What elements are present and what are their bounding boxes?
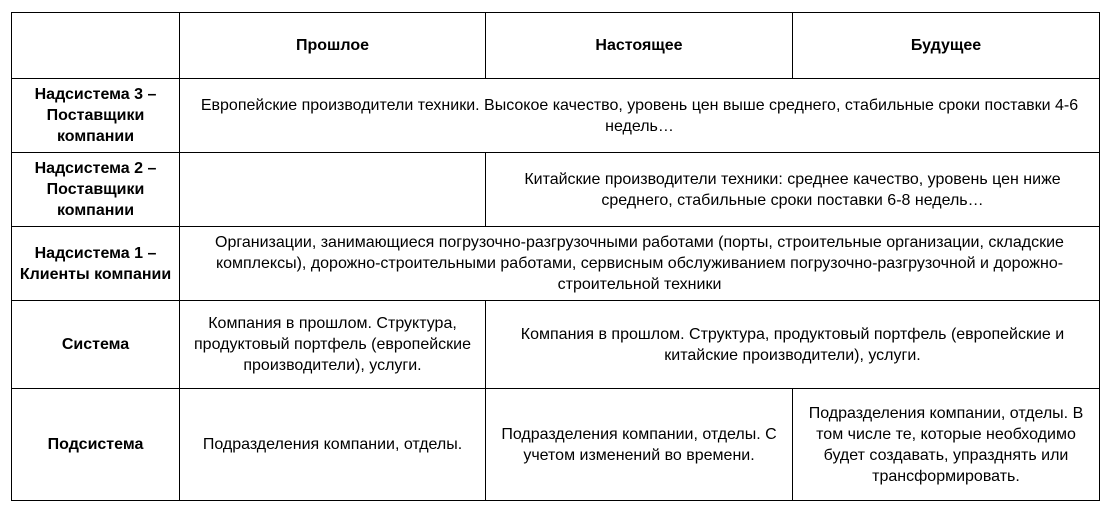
row-supersystem-1 [12, 227, 1100, 301]
col-header-present: Настоящее [486, 13, 793, 79]
cell-subsystem-present: Подразделения компании, отделы. С учетом изменений во времени. [486, 389, 793, 501]
row-system [12, 301, 1100, 389]
row-supersystem-2 [12, 153, 1100, 227]
row-label-supersystem-3: Надсистема 3 – Поставщики компании [12, 79, 180, 153]
cell-system-present-future: Компания в прошлом. Структура, продуктовый портфель (европейские и китайские производители), услуги. [486, 301, 1100, 389]
row-label-system: Система [12, 301, 180, 389]
row-label-supersystem-1: Надсистема 1 – Клиенты компании [12, 227, 180, 301]
cell-supersystem-2-present-future: Китайские производители техники: среднее качество, уровень цен ниже среднего, стабильные сроки поставки 6-8 недель… [486, 153, 1100, 227]
row-label-supersystem-2: Надсистема 2 – Поставщики компании [12, 153, 180, 227]
cell-subsystem-future: Подразделения компании, отделы. В том числе те, которые необходимо будет создавать, упразднять или трансформировать. [793, 389, 1100, 501]
row-label-subsystem: Подсистема [12, 389, 180, 501]
time-system-matrix [11, 12, 1100, 501]
header-row [12, 13, 1100, 79]
cell-supersystem-1-all: Организации, занимающиеся погрузочно-разгрузочными работами (порты, строительные организации, складские комплексы), дорожно-строительными работами, сервисным обслуживанием погрузочно-разгрузочной и дорожно-строительной техники [180, 227, 1100, 301]
row-subsystem [12, 389, 1100, 501]
cell-subsystem-past: Подразделения компании, отделы. [180, 389, 486, 501]
col-header-future: Будущее [793, 13, 1100, 79]
cell-supersystem-3-all: Европейские производители техники. Высокое качество, уровень цен выше среднего, стабильные сроки поставки 4-6 недель… [180, 79, 1100, 153]
cell-system-past: Компания в прошлом. Структура, продуктовый портфель (европейские производители), услуги. [180, 301, 486, 389]
cell-supersystem-2-past [180, 153, 486, 227]
row-supersystem-3 [12, 79, 1100, 153]
corner-cell [12, 13, 180, 79]
col-header-past: Прошлое [180, 13, 486, 79]
